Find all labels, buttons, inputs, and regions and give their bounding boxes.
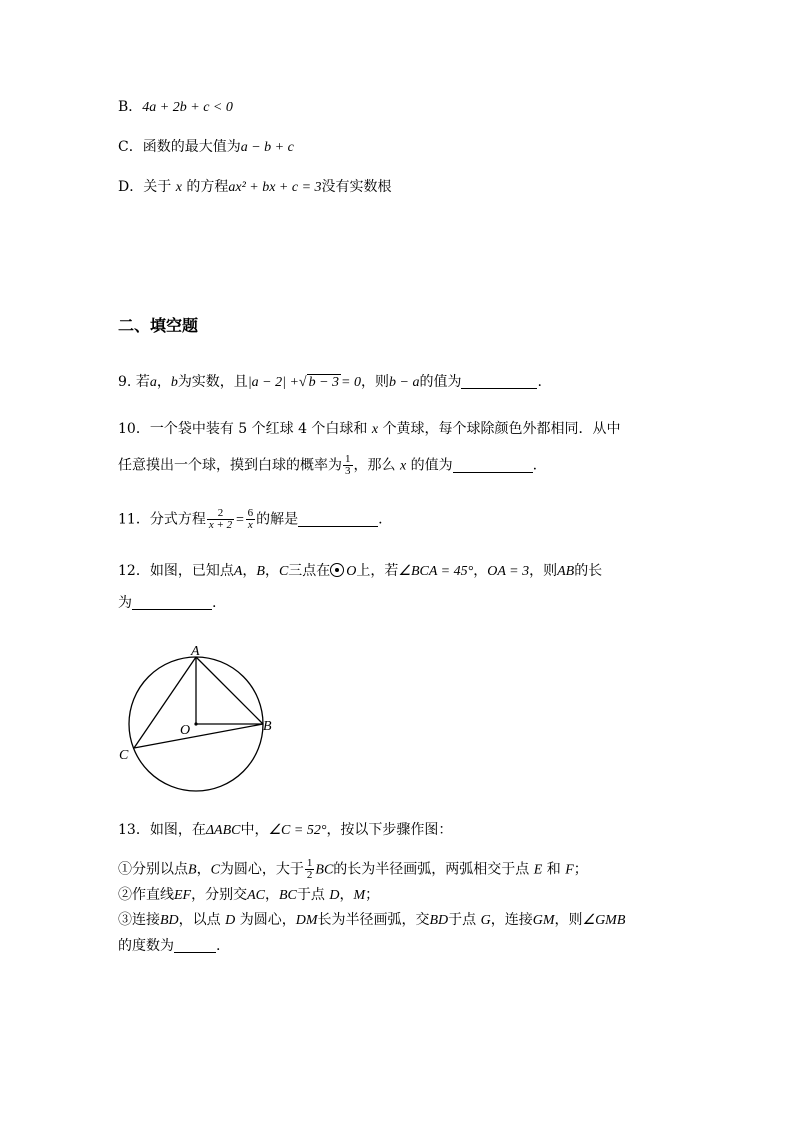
option-d-math: ax² + bx + c = 3: [228, 180, 322, 195]
answer-blank[interactable]: [461, 374, 537, 389]
q13-text: 为圆心，大于: [219, 861, 304, 878]
q9-expr: b − a: [389, 375, 420, 390]
question-11: [118, 508, 383, 531]
question-10-line-1: [118, 419, 621, 440]
q10-var: x: [371, 422, 379, 437]
q13-gmb: ∠GMB: [582, 913, 626, 928]
q12-var: O: [346, 564, 357, 579]
fraction-left: [207, 508, 234, 531]
question-10-line-2: [118, 454, 537, 477]
option-d: [118, 177, 392, 198]
q13-text: 的度数为: [118, 938, 174, 954]
q13-var: G: [480, 913, 491, 928]
frac-num: 1: [306, 857, 313, 869]
label-c: C: [119, 748, 129, 763]
q13-text: ，: [339, 887, 354, 903]
center-point: [194, 722, 197, 725]
frac-den: 2: [306, 869, 313, 881]
q13-gm: GM: [532, 913, 555, 928]
frac-num: 2: [207, 508, 234, 520]
option-c: [118, 137, 294, 158]
q13-var: E: [533, 862, 543, 878]
answer-blank[interactable]: [174, 938, 216, 953]
q12-var: C: [278, 564, 289, 579]
question-12-line-1: [118, 561, 602, 582]
fraction-one-third: [343, 454, 353, 477]
q13-text: ，: [265, 887, 279, 903]
q10-text: 个黄球，每个球除颜色外都相同．从中: [382, 421, 621, 437]
q12-text: ，: [473, 563, 488, 579]
q13-text: 于点: [448, 912, 477, 928]
q13-text: ，以点: [178, 912, 221, 928]
question-13-step-3: [118, 910, 625, 931]
frac-den: 3: [345, 465, 351, 477]
option-c-math: a − b + c: [240, 140, 294, 155]
q9-radicand: b − 3: [308, 375, 340, 390]
q13-text: ，连接: [490, 912, 533, 928]
q9-end: .: [537, 374, 542, 390]
q13-var: F: [565, 862, 574, 878]
frac-den: x: [247, 519, 253, 531]
q12-var: A: [233, 564, 243, 579]
q13-bc: BC: [279, 888, 297, 903]
label-a: A: [191, 644, 200, 659]
q12-text: ，: [242, 563, 257, 579]
q13-text: 于点: [296, 887, 325, 903]
q13-text: ，按以下步骤作图：: [326, 822, 453, 838]
option-d-text: 关于: [143, 179, 172, 195]
option-c-text: 函数的最大值为: [142, 139, 241, 155]
question-12-line-2: [118, 593, 216, 613]
fraction-right: [246, 508, 256, 531]
q10-var: x: [399, 458, 407, 474]
q12-text: ，则: [529, 563, 558, 579]
frac-num: 1: [345, 453, 351, 465]
q13-text: ，则: [554, 912, 583, 928]
option-d-text: 的方程: [186, 179, 229, 195]
option-b: [118, 97, 233, 118]
q13-text: 的长为半径画弧，两弧相交于点: [333, 861, 530, 878]
q13-var: B: [188, 862, 197, 878]
q10-text: ，那么: [353, 457, 396, 474]
label-b: B: [263, 719, 272, 734]
q13-text: 13．如图，在: [118, 822, 206, 838]
answer-blank[interactable]: [298, 512, 378, 527]
q13-var: D: [329, 888, 340, 903]
q10-text: 任意摸出一个球，摸到白球的概率为: [118, 457, 342, 474]
question-13-step-1: [118, 858, 588, 881]
q13-text: ，分别交: [191, 887, 248, 903]
q11-end: .: [378, 511, 383, 528]
q9-text: ，则: [361, 374, 389, 390]
q13-var: D: [225, 913, 236, 928]
q13-text: ①分别以点: [118, 861, 188, 878]
segment-cb: [134, 724, 263, 748]
answer-blank[interactable]: [132, 595, 212, 610]
q13-angle: ∠C = 52°: [268, 823, 327, 838]
q12-end: .: [212, 595, 217, 611]
q9-text: ，: [156, 374, 171, 390]
q13-bc: BC: [315, 862, 334, 878]
q9-var: a: [149, 375, 157, 390]
question-number: 9.: [118, 374, 132, 390]
q12-text: 上，若: [356, 563, 399, 579]
q12-var: B: [256, 564, 265, 579]
option-d-var: x: [175, 180, 182, 195]
q12-text: ，: [264, 563, 279, 579]
question-13-line-5: [118, 936, 220, 956]
q13-var: M: [353, 888, 366, 903]
q12-angle: ∠BCA = 45°: [398, 564, 474, 579]
q12-ab: AB: [557, 564, 575, 579]
q13-triangle: ΔABC: [205, 823, 241, 838]
label-o: O: [180, 723, 191, 738]
q13-ac: AC: [247, 888, 265, 903]
q13-text: 和: [546, 861, 561, 878]
option-c-label: C．: [118, 139, 143, 155]
q10-text: 的值为: [410, 457, 453, 474]
q13-text: ③连接: [118, 912, 160, 928]
q13-text: 中，: [240, 822, 269, 838]
q13-bd: BD: [160, 913, 179, 928]
question-13-line-1: [118, 820, 452, 841]
q9-text: 的值为: [419, 374, 462, 390]
option-d-text: 没有实数根: [321, 179, 392, 195]
q9-text: 若: [135, 374, 150, 390]
q10-end: .: [532, 457, 538, 474]
q13-dm: DM: [295, 913, 318, 928]
option-d-label: D．: [118, 179, 144, 195]
q12-text: 的长: [574, 563, 603, 579]
option-b-label: B．: [118, 99, 143, 115]
circle-figure: [110, 640, 300, 800]
q12-text: 12．如图，已知点: [118, 563, 234, 579]
question-13-step-2: [118, 885, 379, 906]
q13-ef: EF: [174, 888, 192, 903]
q13-text: ；: [365, 887, 380, 903]
segment-ab: [196, 657, 263, 724]
q13-var: C: [210, 862, 220, 878]
q12-text: 三点在: [288, 563, 331, 579]
q13-text: ②作直线: [118, 887, 174, 903]
q12-oa: OA = 3: [487, 564, 530, 579]
q11-eq: =: [235, 512, 245, 528]
fraction-one-half: [305, 858, 315, 881]
frac-num: 6: [247, 507, 254, 519]
q13-end: .: [216, 938, 221, 954]
q9-text: 为实数，且: [177, 374, 248, 390]
frac-den: x + 2: [208, 519, 233, 531]
question-9: 9. 若a，b为实数，且|a − 2| +√ b − 3 = 0，则b − a的值为 .: [118, 374, 542, 390]
q12-text: 为: [118, 595, 132, 611]
section-title: 二、填空题: [118, 316, 199, 335]
q13-bd: BD: [429, 913, 449, 928]
answer-blank[interactable]: [453, 458, 533, 473]
q9-abs: |a − 2| +: [247, 375, 299, 390]
q13-text: 长为半径画弧，交: [317, 912, 430, 928]
q13-text: 为圆心，: [239, 912, 296, 928]
option-b-math: 4a + 2b + c < 0: [142, 100, 233, 115]
q10-text: 10．一个袋中装有 5 个红球 4 个白球和: [118, 421, 368, 437]
q13-text: ，: [196, 861, 211, 878]
circle-dot-icon: [330, 563, 344, 577]
q11-text: 的解是: [256, 511, 299, 528]
q11-text: 11．分式方程: [118, 511, 206, 528]
q13-text: ；: [573, 861, 588, 878]
q9-var: b: [170, 375, 178, 390]
q9-eq: = 0: [341, 375, 361, 390]
